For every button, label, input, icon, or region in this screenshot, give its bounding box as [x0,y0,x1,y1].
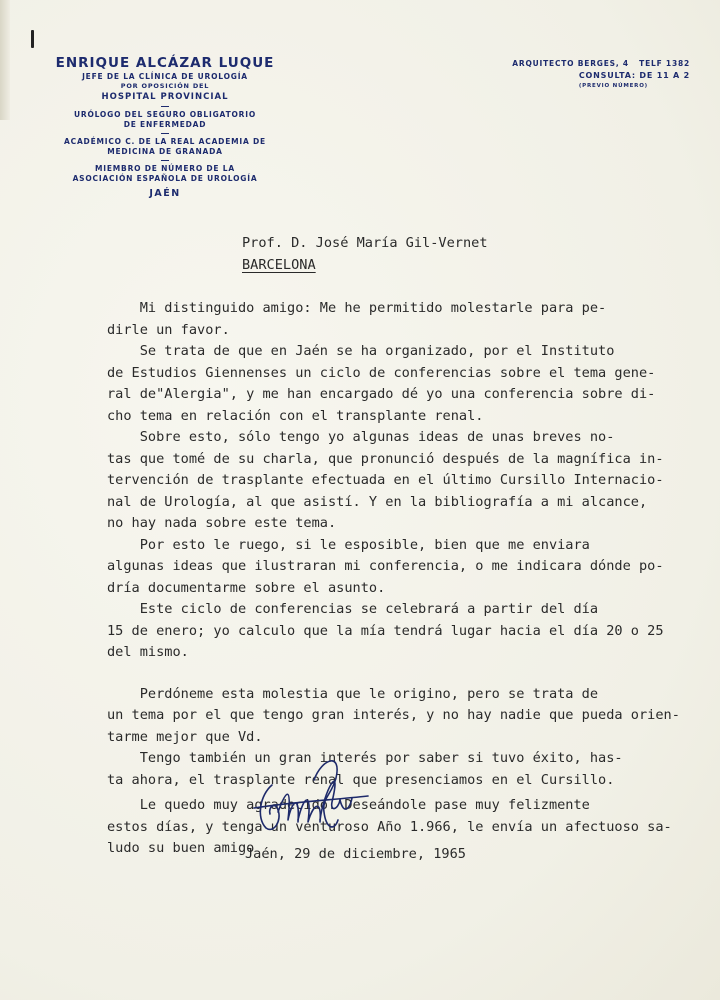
consultation-note: (PREVIO NÚMERO) [578,83,648,89]
letterhead-address [512,58,690,91]
letterhead-line: HOSPITAL PROVINCIAL [101,92,229,102]
recipient-block [242,232,488,276]
recipient-city: BARCELONA [242,257,316,273]
staple-mark [31,30,34,48]
body-line: Mi distinguido amigo: Me he permitido molestarle para pe- [107,300,607,316]
consultation-hours: CONSULTA: DE 11 A 2 [578,71,690,80]
body-line: del mismo. [107,644,189,660]
letterhead-divider [161,133,169,134]
body-line: ludo su buen amigo [107,840,255,856]
handwritten-signature [252,750,372,840]
body-line: estos días, y tenga un venturoso Año 1.966, le envía un afectuoso sa- [107,818,672,835]
letterhead-divider [161,160,169,161]
body-line: Este ciclo de conferencias se celebrará a partir del día [107,601,599,617]
body-line: dirle un favor. [107,321,230,338]
letterhead [45,55,285,199]
paragraph-gap [107,664,707,684]
letterhead-line: JEFE DE LA CLÍNICA DE UROLOGÍA [82,72,248,81]
body-line: no hay nada sobre este tema. [107,515,337,531]
body-line: Perdóneme esta molestia que le origino, pero se trata de [107,685,599,702]
recipient-name: Prof. D. José María Gil-Vernet [242,235,488,251]
letterhead-line: POR OPOSICIÓN DEL [120,82,210,90]
body-line: cho tema en relación con el transplante renal. [107,407,484,424]
letterhead-divider [161,106,169,107]
body-line: nal de Urología, al que asistí. Y en la bibliografía a mi alcance, [107,493,648,510]
body-line: tervención de trasplante efectuada en el último Cursillo Internacio- [107,472,664,488]
letterhead-line: ACADÉMICO C. DE LA REAL ACADEMIA DE [64,137,266,146]
body-line: algunas ideas que ilustraran mi conferencia, o me indicara dónde po- [107,558,664,574]
body-line: 15 de enero; yo calculo que la mía tendrá lugar hacia el día 20 o 25 [107,622,664,639]
body-line: Por esto le ruego, si le esposible, bien que me enviara [107,536,590,553]
body-line: Sobre esto, sólo tengo yo algunas ideas de unas breves no- [107,429,615,445]
letterhead-line: URÓLOGO DEL SEGURO OBLIGATORIO [73,110,257,119]
body-line: ta ahora, el trasplante renal que presenciamos en el Cursillo. [107,771,615,788]
address-line: ARQUITECTO BERGES, 4 TELF 1382 [512,59,690,68]
body-line: Tengo también un gran interés por saber si tuvo éxito, has- [107,750,623,766]
letter-body [107,298,707,860]
body-line: de Estudios Giennenses un ciclo de conferencias sobre el tema gene- [107,364,656,381]
body-line: dría documentarme sobre el asunto. [107,579,386,596]
letterhead-city: JAÉN [149,188,181,199]
letterhead-line: MEDICINA DE GRANADA [107,147,223,156]
letterhead-line: ASOCIACIÓN ESPAÑOLA DE UROLOGÍA [72,174,258,183]
body-line: tarme mejor que Vd. [107,728,263,745]
letter-date: Jaén, 29 de diciembre, 1965 [245,846,466,862]
body-line: Se trata de que en Jaén se ha organizado, por el Instituto [107,343,615,359]
body-line: ral de"Alergia", y me han encargado dé yo una conferencia sobre di- [107,386,656,402]
letterhead-line: MIEMBRO DE NÚMERO DE LA [95,164,235,173]
paper-edge [0,0,10,120]
body-line: Le quedo muy agradecido. Deseándole pase muy felizmente [107,797,590,813]
body-line: un tema por el que tengo gran interés, y no hay nadie que pueda orien- [107,707,680,723]
letterhead-line: DE ENFERMEDAD [123,120,207,129]
letterhead-name: ENRIQUE ALCÁZAR LUQUE [55,55,275,71]
body-line: tas que tomé de su charla, que pronunció después de la magnífica in- [107,450,664,467]
